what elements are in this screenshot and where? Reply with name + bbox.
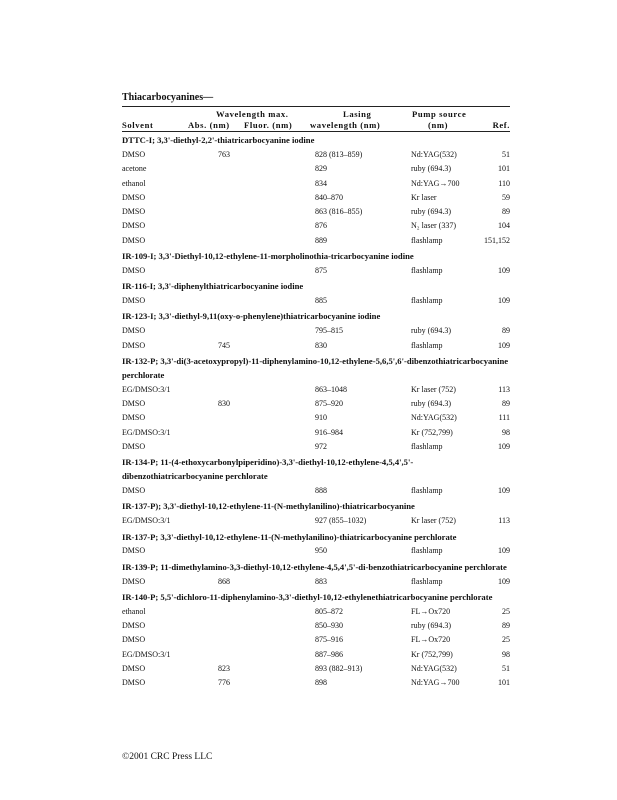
- cell-lasing-wavelength: 883: [315, 576, 327, 586]
- header-pump-unit: (nm): [428, 120, 449, 130]
- cell-pump-source: Kr laser (752): [411, 384, 456, 394]
- cell-lasing-wavelength: 888: [315, 486, 327, 495]
- cell-ref: 89: [502, 326, 510, 336]
- cell-lasing-wavelength: 829: [315, 164, 327, 174]
- cell-ref: 25: [502, 635, 510, 645]
- table-header: [122, 106, 510, 132]
- cell-lasing-wavelength: 834: [315, 178, 327, 188]
- cell-pump-source: ruby (694.3): [411, 399, 451, 408]
- cell-lasing-wavelength: 910: [315, 413, 327, 423]
- dye-name: DTTC-I; 3,3'-diethyl-2,2'-thiatricarbocyanine iodine: [122, 135, 315, 145]
- cell-solvent: DMSO: [122, 546, 146, 556]
- cell-solvent: DMSO: [122, 340, 146, 350]
- cell-lasing-wavelength: 795–815: [315, 326, 343, 336]
- cell-ref: 109: [498, 296, 510, 306]
- cell-lasing-wavelength: 875–916: [315, 635, 343, 645]
- table-row: [122, 177, 510, 191]
- cell-solvent: DMSO: [122, 296, 146, 306]
- cell-pump-source: ruby (694.3): [411, 164, 451, 174]
- cell-pump-source: ruby (694.3): [411, 621, 451, 631]
- cell-solvent: DMSO: [122, 207, 146, 217]
- cell-pump-source: Kr (752,799): [411, 427, 453, 437]
- header-solvent: Solvent: [122, 120, 154, 130]
- cell-ref: 104: [498, 221, 510, 231]
- cell-ref: 113: [498, 516, 510, 526]
- cell-solvent: acetone: [122, 164, 147, 174]
- cell-lasing-wavelength: 830: [315, 340, 327, 350]
- table-row: [122, 339, 510, 353]
- cell-ref: 25: [502, 606, 510, 616]
- cell-lasing-wavelength: 972: [315, 441, 327, 451]
- header-fluor: Fluor. (nm): [244, 120, 293, 130]
- header-ref: Ref.: [492, 120, 510, 130]
- dye-name: IR-109-I; 3,3'-Diethyl-10,12-ethylene-11-morpholinothia-tricarbocyanine iodine: [122, 250, 414, 261]
- dye-name: IR-137-P; 3,3'-diethyl-10,12-ethylene-11-(N-methylanilino)-thiatricarbocyanine perchlorate: [122, 531, 457, 542]
- table-row: [122, 514, 510, 528]
- cell-abs: 868: [218, 576, 230, 586]
- cell-lasing-wavelength: 805–872: [315, 606, 343, 616]
- cell-lasing-wavelength: 828 (813–859): [315, 149, 363, 159]
- cell-lasing-wavelength: 898: [315, 678, 327, 688]
- cell-pump-source: flashlamp: [411, 576, 443, 586]
- cell-pump-source: flashlamp: [411, 441, 443, 451]
- header-wavelength-max: Wavelength max.: [216, 109, 289, 119]
- cell-ref: 109: [498, 265, 510, 275]
- table-row: [122, 294, 510, 308]
- cell-lasing-wavelength: 875: [315, 265, 327, 275]
- cell-ref: 89: [502, 207, 510, 217]
- table-row: [122, 234, 510, 248]
- cell-pump-source: FL→Ox720: [411, 606, 451, 616]
- cell-solvent: DMSO: [122, 621, 146, 631]
- cell-lasing-wavelength: 885: [315, 296, 327, 306]
- table-row: [122, 648, 510, 662]
- dye-name: IR-137-P); 3,3'-diethyl-10,12-ethylene-11-(N-methylanilino)-thiatricarbocyanine: [122, 501, 415, 512]
- cell-lasing-wavelength: 875–920: [315, 399, 343, 408]
- cell-lasing-wavelength: 876: [315, 221, 327, 231]
- cell-lasing-wavelength: 950: [315, 546, 327, 556]
- cell-ref: 109: [498, 546, 510, 556]
- cell-lasing-wavelength: 893 (882–913): [315, 664, 363, 673]
- table-row: [122, 324, 510, 338]
- cell-solvent: DMSO: [122, 149, 146, 159]
- cell-pump-source: flashlamp: [411, 296, 443, 306]
- table-row: [122, 662, 510, 676]
- table-body: [122, 132, 510, 691]
- cell-abs: 745: [218, 340, 230, 350]
- cell-pump-source: Nd:YAG→700: [411, 178, 460, 188]
- cell-solvent: DMSO: [122, 265, 146, 275]
- cell-pump-source: flashlamp: [411, 235, 443, 245]
- table-row: [122, 484, 510, 498]
- cell-pump-source: Nd:YAG(532): [411, 149, 457, 159]
- cell-pump-source: FL→Ox720: [411, 635, 451, 645]
- cell-lasing-wavelength: 863 (816–855): [315, 207, 363, 217]
- document-page: [122, 92, 510, 691]
- table-row: [122, 676, 510, 690]
- cell-pump-source: Nd:YAG→700: [411, 678, 460, 688]
- cell-pump-source: flashlamp: [411, 546, 443, 556]
- cell-solvent: DMSO: [122, 413, 146, 423]
- cell-ref: 101: [498, 164, 510, 174]
- cell-ref: 109: [498, 441, 510, 451]
- cell-solvent: DMSO: [122, 221, 146, 231]
- dye-name: IR-123-I; 3,3'-diethyl-9,11(oxy-o-phenylene)thiatricarbocyanine iodine: [122, 311, 381, 322]
- header-abs: Abs. (nm): [188, 120, 230, 130]
- cell-solvent: DMSO: [122, 678, 146, 688]
- table-row: [122, 633, 510, 647]
- cell-abs: 763: [218, 149, 230, 159]
- cell-pump-source: flashlamp: [411, 340, 443, 350]
- cell-solvent: DMSO: [122, 486, 146, 495]
- table-row: [122, 397, 510, 411]
- header-lasing: Lasing: [343, 109, 372, 119]
- table-row: [122, 205, 510, 219]
- cell-lasing-wavelength: 889: [315, 235, 327, 245]
- cell-solvent: EG/DMSO:3/1: [122, 384, 171, 394]
- cell-solvent: DMSO: [122, 399, 146, 408]
- header-lasing-wavelength: wavelength (nm): [310, 120, 381, 130]
- cell-pump-source: flashlamp: [411, 486, 443, 495]
- table-row: [122, 148, 510, 162]
- cell-ref: 111: [498, 413, 510, 423]
- cell-lasing-wavelength: 887–986: [315, 649, 343, 659]
- cell-lasing-wavelength: 916–984: [315, 427, 343, 437]
- cell-solvent: EG/DMSO:3/1: [122, 516, 171, 526]
- cell-pump-source: N₂ laser (337): [411, 221, 456, 231]
- copyright-footer: ©2001 CRC Press LLC: [122, 752, 213, 762]
- cell-ref: 110: [498, 178, 510, 188]
- table-row: [122, 619, 510, 633]
- cell-solvent: DMSO: [122, 441, 146, 451]
- cell-pump-source: ruby (694.3): [411, 326, 451, 336]
- cell-solvent: DMSO: [122, 635, 146, 645]
- cell-ref: 151,152: [484, 235, 510, 245]
- table-row: [122, 264, 510, 278]
- cell-abs: 823: [218, 664, 230, 673]
- cell-pump-source: Kr laser (752): [411, 516, 456, 526]
- dye-name: IR-139-P; 11-dimethylamino-3,3-diethyl-10,12-ethylene-4,5,4',5'-di-benzothiatricarbocyanine perchlorate: [122, 561, 507, 572]
- table-row: [122, 162, 510, 176]
- cell-lasing-wavelength: 863–1048: [315, 384, 347, 394]
- table-row: [122, 575, 510, 589]
- cell-solvent: EG/DMSO:3/1: [122, 427, 171, 437]
- dye-name: IR-116-I; 3,3'-diphenylthiatricarbocyanine iodine: [122, 281, 304, 292]
- cell-abs: 830: [218, 399, 230, 408]
- cell-solvent: DMSO: [122, 235, 146, 245]
- table-row: [122, 544, 510, 558]
- cell-ref: 101: [498, 678, 510, 688]
- table-row: [122, 426, 510, 440]
- table-row: [122, 191, 510, 205]
- table-row: [122, 440, 510, 454]
- cell-solvent: DMSO: [122, 326, 146, 336]
- cell-pump-source: Kr (752,799): [411, 649, 453, 659]
- cell-solvent: DMSO: [122, 576, 146, 586]
- cell-ref: 98: [502, 649, 510, 659]
- cell-lasing-wavelength: 850–930: [315, 621, 343, 631]
- cell-ref: 89: [502, 621, 510, 631]
- cell-pump-source: flashlamp: [411, 265, 443, 275]
- cell-solvent: ethanol: [122, 606, 146, 616]
- section-title: Thiacarbocyanines—: [122, 92, 214, 103]
- cell-pump-source: Nd:YAG(532): [411, 413, 457, 423]
- cell-lasing-wavelength: 840–870: [315, 192, 343, 202]
- table-row: [122, 383, 510, 397]
- cell-pump-source: Kr laser: [411, 192, 437, 202]
- cell-ref: 109: [498, 340, 510, 350]
- cell-ref: 51: [502, 664, 510, 673]
- cell-solvent: DMSO: [122, 192, 146, 202]
- cell-solvent: ethanol: [122, 178, 146, 188]
- table-row: [122, 411, 510, 425]
- cell-abs: 776: [218, 678, 230, 688]
- cell-ref: 51: [502, 149, 510, 159]
- dye-name: IR-132-P; 3,3'-di(3-acetoxypropyl)-11-diphenylamino-10,12-ethylene-5,6,5',6'-dibenzothiatricarbocyanine perchlorate: [122, 355, 509, 380]
- cell-solvent: EG/DMSO:3/1: [122, 649, 171, 659]
- dye-name: IR-140-P; 5,5'-dichloro-11-diphenylamino-3,3'-diethyl-10,12-ethylenethiatricarbocyanine perchlorate: [122, 591, 493, 602]
- dye-name: IR-134-P; 11-(4-ethoxycarbonylpiperidino)-3,3'-diethyl-10,12-ethylene-4,5,4',5'-dibenzothiatricarbocyanine perchlorate: [122, 457, 414, 482]
- cell-ref: 98: [502, 427, 510, 437]
- table-row: [122, 219, 510, 233]
- cell-pump-source: ruby (694.3): [411, 207, 451, 217]
- cell-ref: 59: [502, 192, 510, 202]
- cell-solvent: DMSO: [122, 664, 146, 673]
- cell-lasing-wavelength: 927 (855–1032): [315, 516, 367, 526]
- cell-ref: 109: [498, 486, 510, 495]
- cell-pump-source: Nd:YAG(532): [411, 664, 457, 673]
- table-row: [122, 605, 510, 619]
- header-pump: Pump source: [412, 109, 467, 119]
- cell-ref: 109: [498, 576, 510, 586]
- cell-ref: 113: [498, 384, 510, 394]
- cell-ref: 89: [502, 399, 510, 408]
